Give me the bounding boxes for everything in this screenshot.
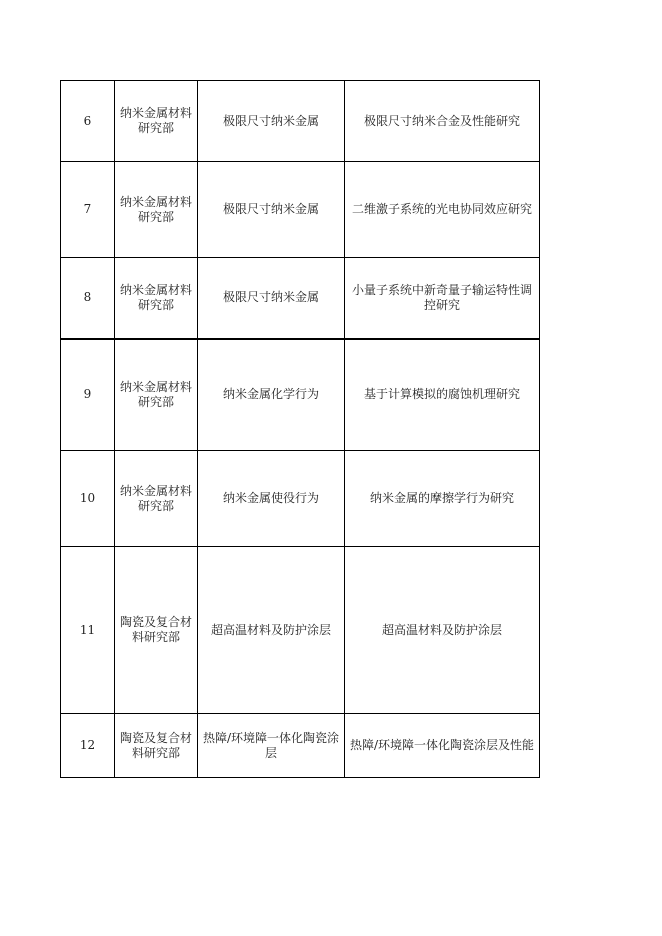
research-direction-cell: 纳米金属化学行为	[198, 339, 345, 451]
research-topic-cell: 纳米金属的摩擦学行为研究	[345, 451, 540, 547]
row-number: 7	[61, 162, 115, 258]
research-direction-cell: 纳米金属使役行为	[198, 451, 345, 547]
research-direction-cell: 极限尺寸纳米金属	[198, 81, 345, 162]
table-row	[61, 451, 540, 547]
department-cell: 纳米金属材料研究部	[115, 81, 198, 162]
department-cell: 陶瓷及复合材料研究部	[115, 547, 198, 714]
department-cell: 纳米金属材料研究部	[115, 258, 198, 339]
research-direction-cell: 极限尺寸纳米金属	[198, 162, 345, 258]
research-topic-cell: 超高温材料及防护涂层	[345, 547, 540, 714]
research-direction-cell: 极限尺寸纳米金属	[198, 258, 345, 339]
table-row	[61, 714, 540, 778]
research-direction-cell: 超高温材料及防护涂层	[198, 547, 345, 714]
department-cell: 纳米金属材料研究部	[115, 451, 198, 547]
table-row	[61, 162, 540, 258]
research-topic-cell: 热障/环境障一体化陶瓷涂层及性能	[345, 714, 540, 778]
row-number: 12	[61, 714, 115, 778]
row-number: 10	[61, 451, 115, 547]
research-topic-cell: 基于计算模拟的腐蚀机理研究	[345, 339, 540, 451]
row-number: 6	[61, 81, 115, 162]
row-number: 9	[61, 339, 115, 451]
department-cell: 纳米金属材料研究部	[115, 339, 198, 451]
research-direction-cell: 热障/环境障一体化陶瓷涂层	[198, 714, 345, 778]
research-topic-cell: 二维激子系统的光电协同效应研究	[345, 162, 540, 258]
table-row	[61, 339, 540, 451]
research-topic-cell: 极限尺寸纳米合金及性能研究	[345, 81, 540, 162]
row-number: 11	[61, 547, 115, 714]
row-number: 8	[61, 258, 115, 339]
department-cell: 纳米金属材料研究部	[115, 162, 198, 258]
table-row	[61, 81, 540, 162]
research-topic-cell: 小量子系统中新奇量子输运特性调控研究	[345, 258, 540, 339]
project-table	[60, 80, 540, 778]
table-row	[61, 547, 540, 714]
department-cell: 陶瓷及复合材料研究部	[115, 714, 198, 778]
table-row	[61, 258, 540, 339]
